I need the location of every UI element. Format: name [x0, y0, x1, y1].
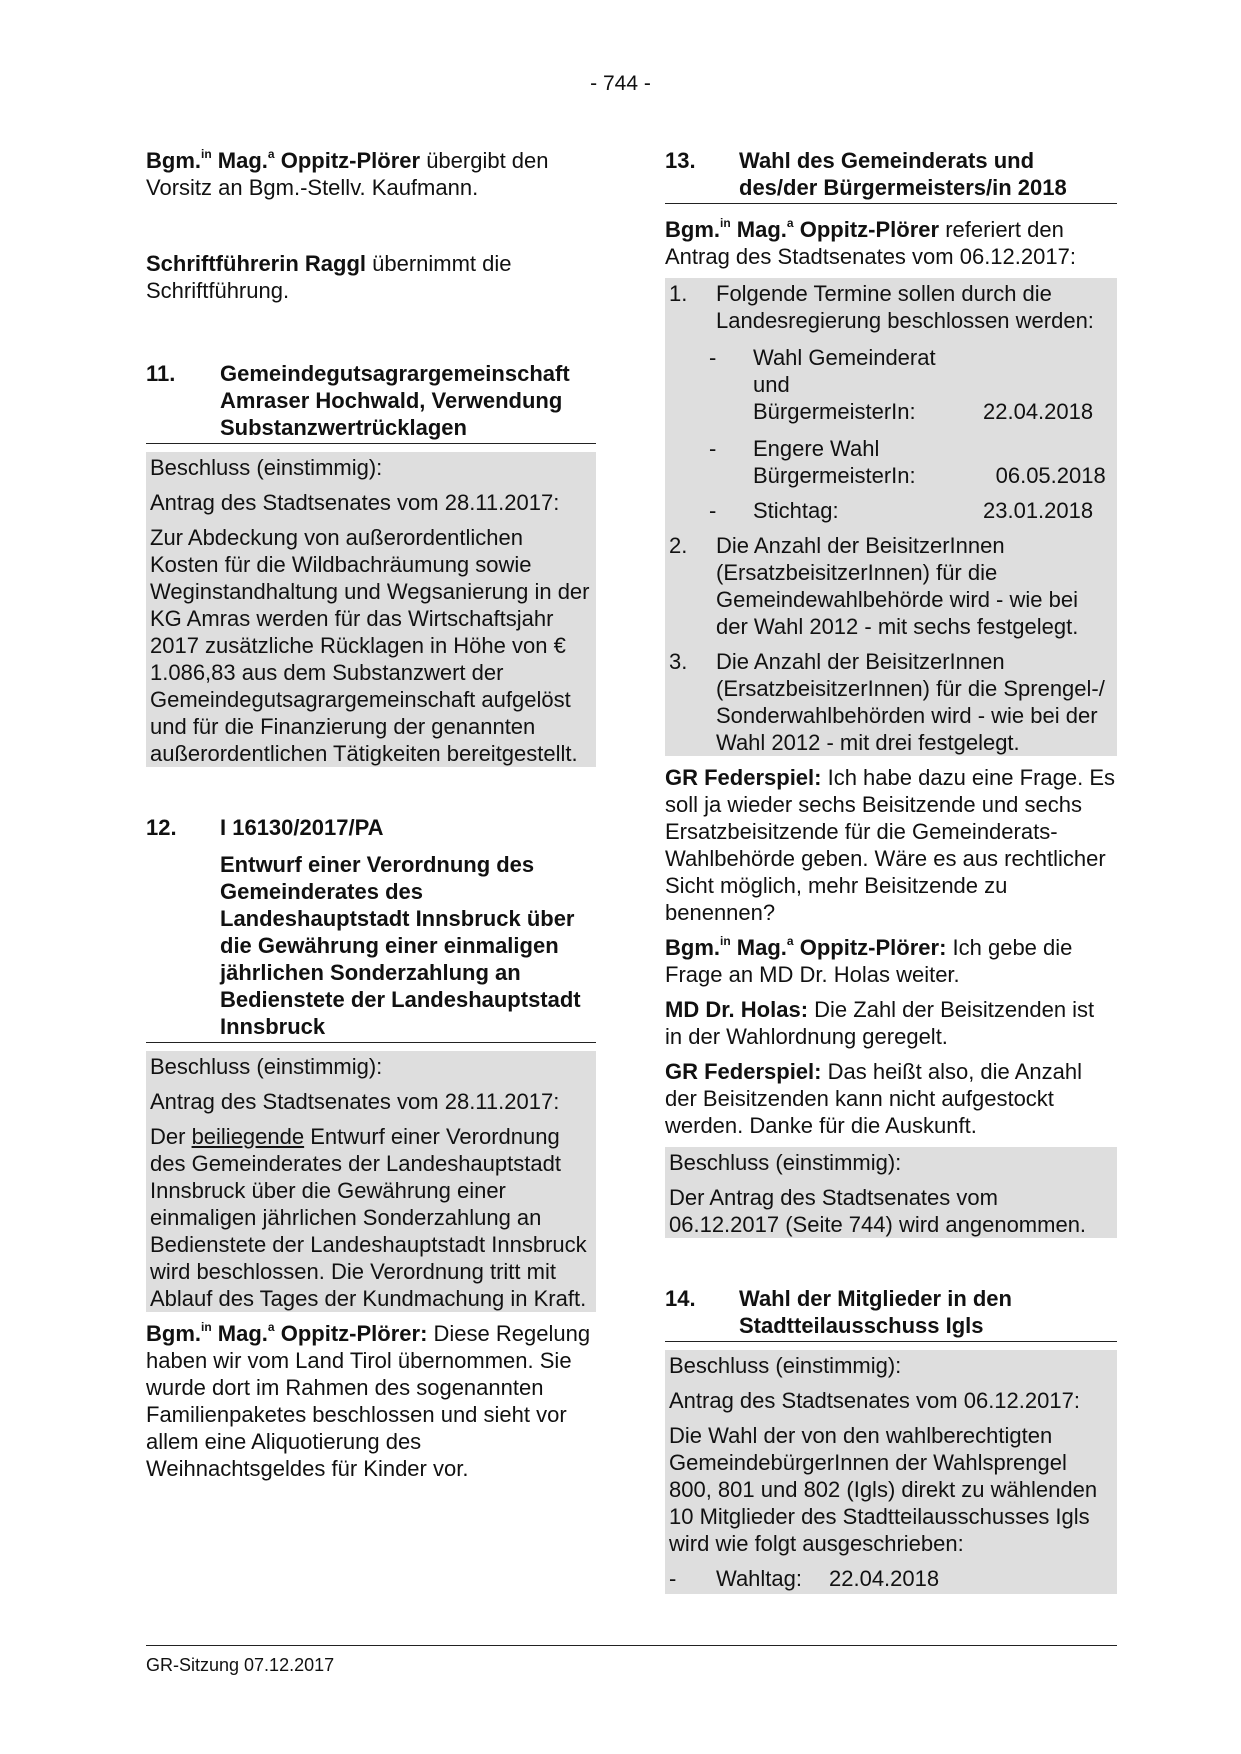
section-12-heading: 12. I 16130/2017/PA — [146, 815, 384, 840]
section-12-decision: Beschluss (einstimmig): Antrag des Stadtsenates vom 28.11.2017: Der beiliegende Entwurf einer Verordnung des Gemeinderates der Landeshauptstadt Innsbruck über die Gewährung einer einmaligen jährlichen Sonderzahlung an Bedienstete der Landeshauptstadt Innsbruck wird beschlossen. Die Verordnung tritt mit Ablauf des Tages der Kundmachung in Kraft. — [146, 1051, 596, 1312]
list-item: - Wahl Gemeinderat und BürgermeisterIn: 22.04.2018 — [709, 345, 1094, 424]
section-11-heading: 11. Gemeindegutsagrargemeinschaft Amraser Hochwald, Verwendung Substanzwertrücklagen — [146, 360, 596, 444]
list-item: 3. Die Anzahl der BeisitzerInnen (ErsatzbeisitzerInnen) für die Sprengel-/ Sonderwahlbehörden wird - wie bei der Wahl 2012 - mit drei festgelegt. — [669, 649, 1105, 755]
left-column — [146, 147, 596, 1482]
section-13-intro: Bgm.$^{in}$ Mag.$^a$ Oppitz-Plörer referiert den Antrag des Stadtsenates vom 06.12.2017: — [665, 216, 1076, 269]
section-13-heading: 13. Wahl des Gemeinderats und des/der Bürgermeisters/in 2018 — [665, 147, 1117, 204]
secretary-paragraph: Schriftführerin Raggl übernimmt die Schriftführung. — [146, 251, 512, 303]
page-number: - 744 - — [590, 72, 651, 95]
section-13-decision: Beschluss (einstimmig): Der Antrag des Stadtsenates vom 06.12.2017 (Seite 744) wird angenommen. — [665, 1147, 1117, 1238]
handover-paragraph: Bgm.$^{in}$ Mag.$^a$ Oppitz-Plörer übergibt den Vorsitz an Bgm.-Stellv. Kaufmann. — [146, 147, 549, 200]
section-12-speech: Bgm.$^{in}$ Mag.$^a$ Oppitz-Plörer: Diese Regelung haben wir vom Land Tirol übernommen. Sie wurde dort im Rahmen des sogenannten Familienpaketes beschlossen und sieht vor allem eine Aliquotierung des Weihnachtsgeldes für Kinder vor. — [146, 1320, 591, 1481]
holas-reply: MD Dr. Holas: Die Zahl der Beisitzenden ist in der Wahlordnung geregelt. — [665, 997, 1095, 1049]
list-item: - Stichtag: 23.01.2018 — [709, 498, 1094, 523]
list-item: 1. Folgende Termine sollen durch die Landesregierung beschlossen werden: — [669, 281, 1094, 333]
section-11-decision: Beschluss (einstimmig): Antrag des Stadtsenates vom 28.11.2017: Zur Abdeckung von außerordentlichen Kosten für die Wildbachräumung sowie Weginstandhaltung und Wegsanierung in der KG Amras werden für das Wirtschaftsjahr 2017 zusätzliche Rücklagen in Höhe von € 1.086,83 aus dem Substanzwert der Gemeindegutsagrargemeinschaft aufgelöst und für die Finanzierung der genannten außerordentlichen Tätigkeiten bereitgestellt. — [146, 452, 596, 767]
list-item: 2. Die Anzahl der BeisitzerInnen (ErsatzbeisitzerInnen) für die Gemeindewahlbehörde wird - wie bei der Wahl 2012 - mit sechs festgelegt. — [669, 533, 1079, 639]
section-13-items — [665, 278, 1117, 756]
section-14-heading: 14. Wahl der Mitglieder in den Stadtteilausschuss Igls — [665, 1285, 1117, 1342]
right-column — [665, 147, 1117, 1594]
section-14-decision: Beschluss (einstimmig): Antrag des Stadtsenates vom 06.12.2017: Die Wahl der von den wahlberechtigten GemeindebürgerInnen der Wahlsprengel 800, 801 und 802 (Igls) direkt zu wählenden 10 Mitglieder des Stadtteilausschusses Igls wird wie folgt ausgeschrieben: - Wahltag: 22.04.2018 — [665, 1350, 1117, 1594]
federspiel-question: GR Federspiel: Ich habe dazu eine Frage. Es soll ja wieder sechs Beisitzende und sechs Ersatzbeisitzende für die Gemeinderats-Wahlbehörde geben. Wäre es aus rechtlicher Sicht möglich, mehr Beisitzende zu benennen? — [665, 765, 1116, 925]
federspiel-followup: GR Federspiel: Das heißt also, die Anzahl der Beisitzenden kann nicht aufgestockt werden. Danke für die Auskunft. — [665, 1059, 1082, 1138]
enclosure-link[interactable]: beiliegende — [191, 1124, 305, 1149]
list-item: - Wahltag: 22.04.2018 — [669, 1566, 940, 1591]
mayor-reply: Bgm.$^{in}$ Mag.$^a$ Oppitz-Plörer: Ich gebe die Frage an MD Dr. Holas weiter. — [665, 934, 1073, 987]
footer-text: GR-Sitzung 07.12.2017 — [146, 1655, 335, 1675]
section-12-title: Entwurf einer Verordnung des Gemeinderates des Landeshauptstadt Innsbruck über die Gewährung einer einmaligen jährlichen Sonderzahlung an Bedienstete der Landeshauptstadt Innsbruck — [146, 851, 596, 1043]
list-item: - Engere Wahl BürgermeisterIn: 06.05.2018 — [709, 436, 1106, 488]
footer-divider — [146, 1645, 1117, 1646]
